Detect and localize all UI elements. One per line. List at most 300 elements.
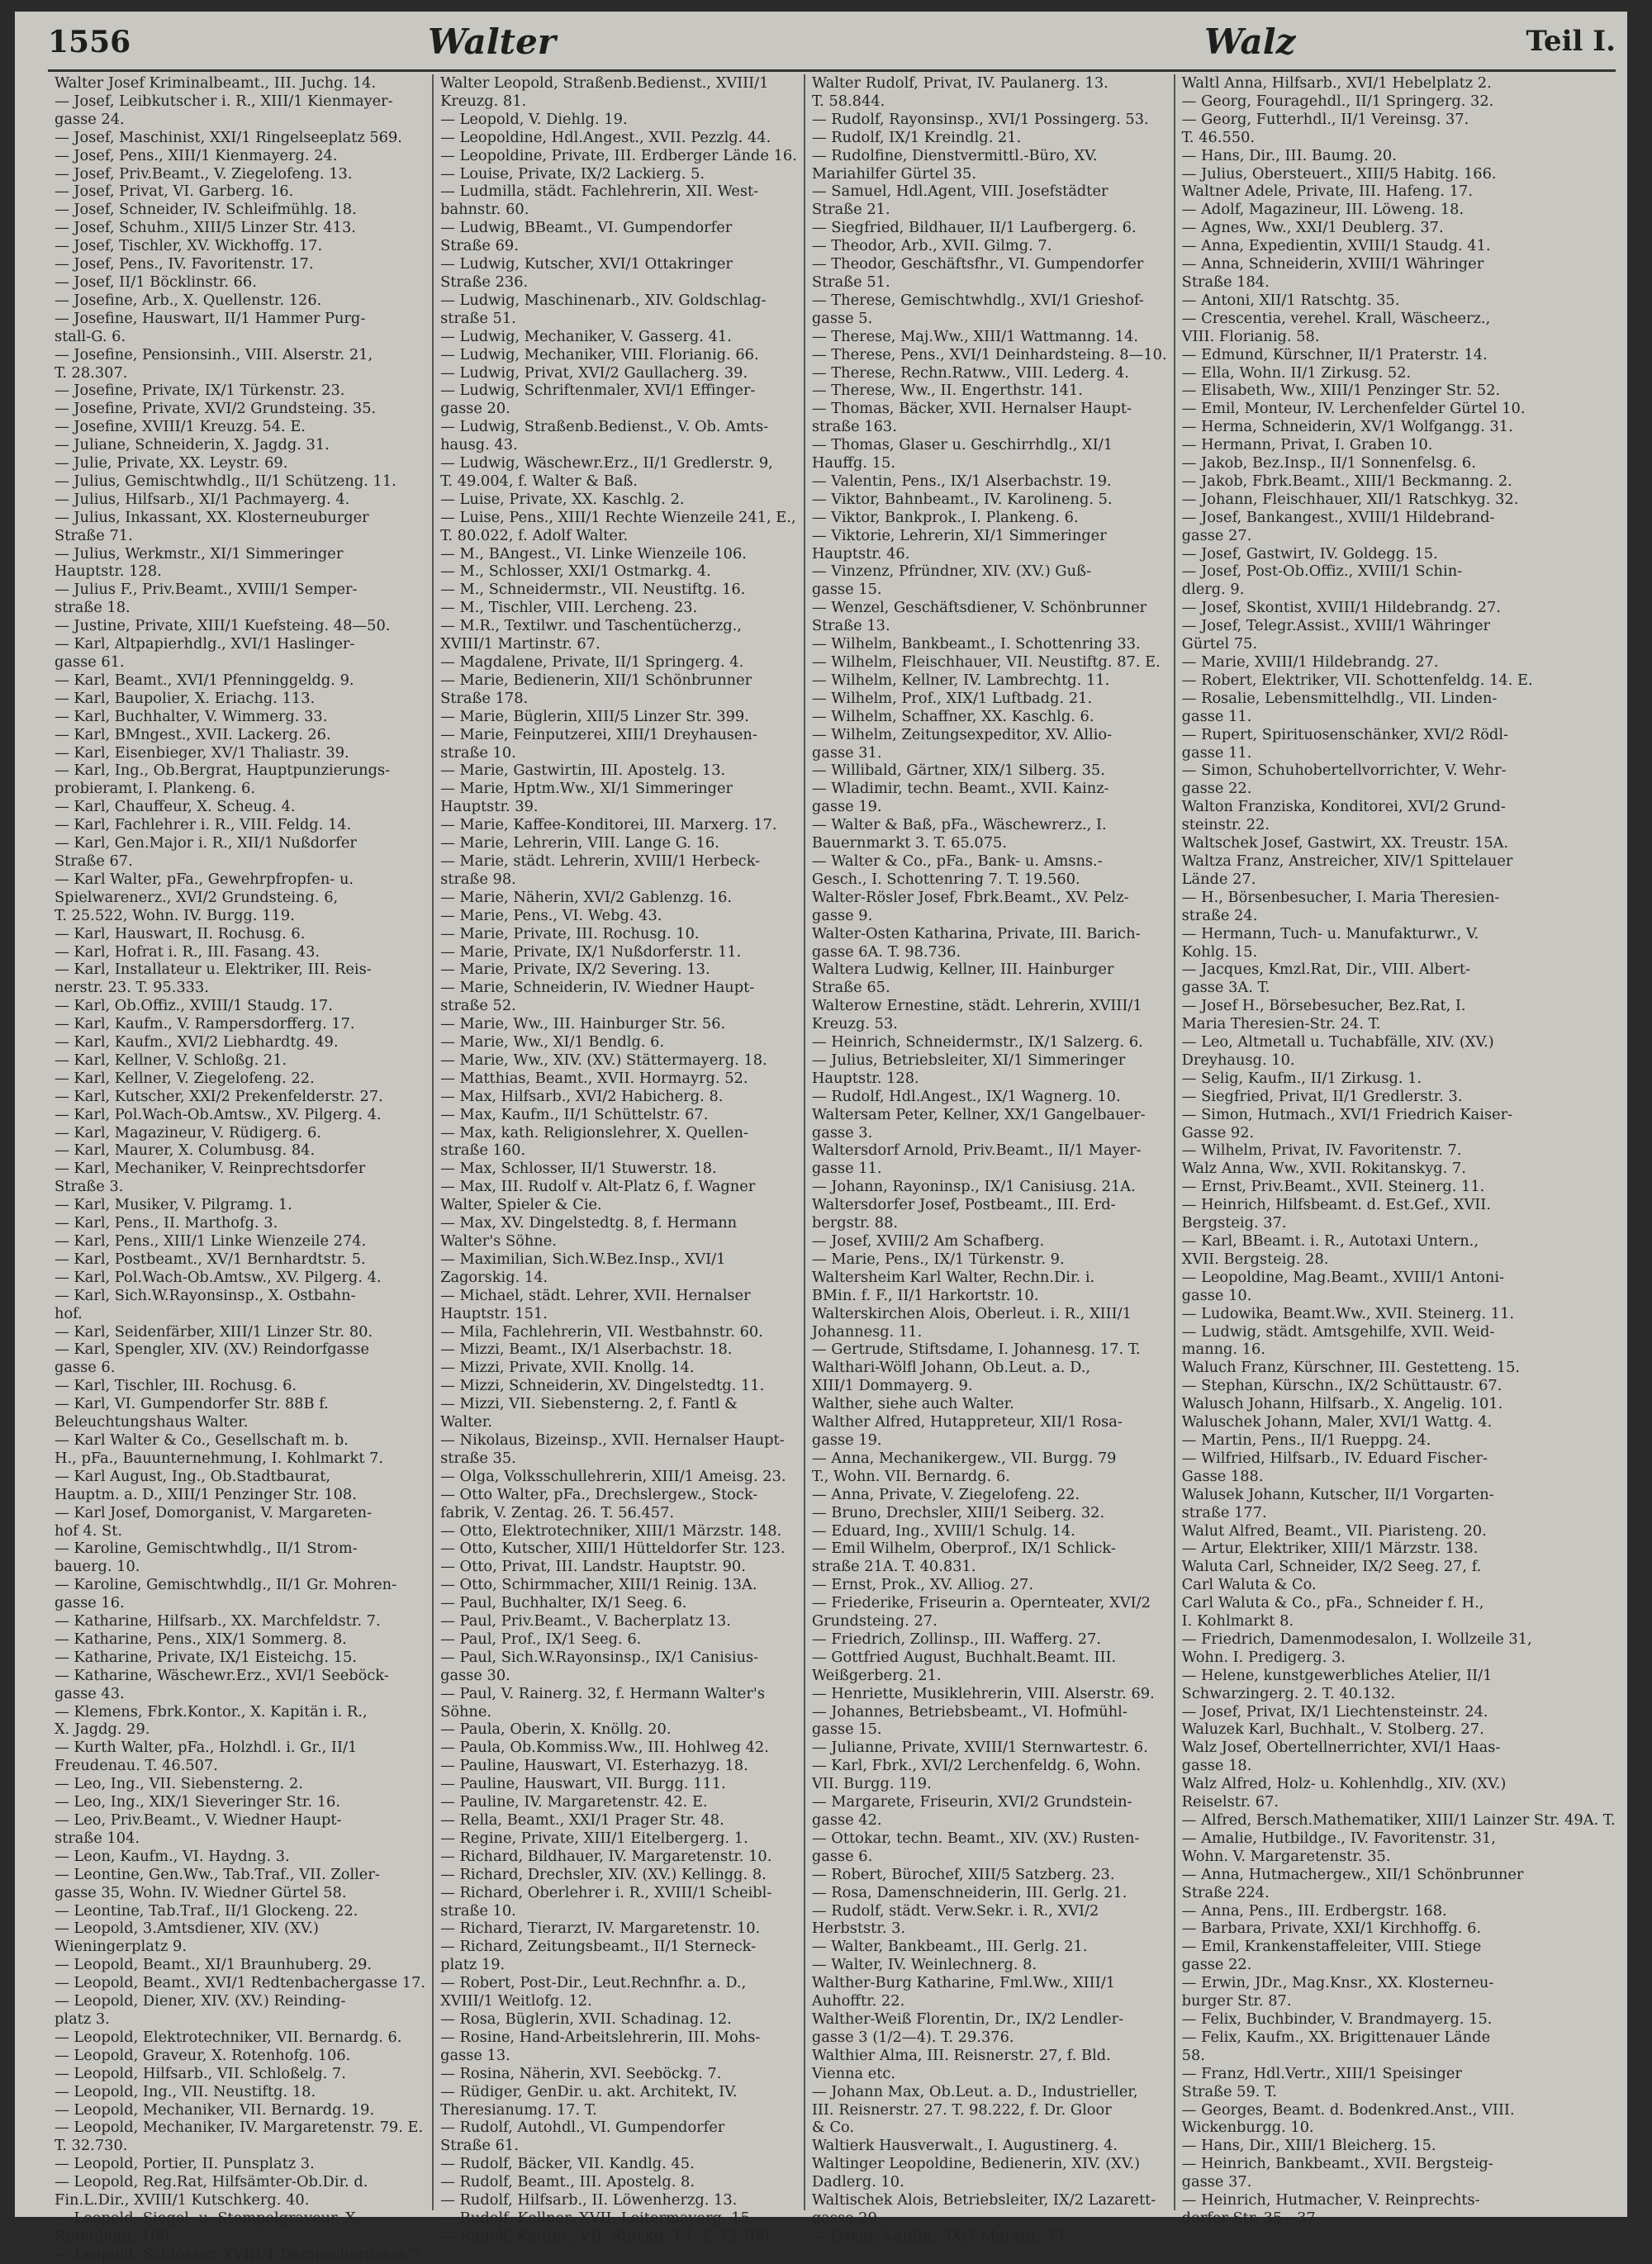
entry-line: — Marie, Pens., VI. Webg. 43. [440,906,662,924]
entry-line: — Mizzi, Schneiderin, XV. Dingelstedtg. 11. [440,1377,765,1395]
entry-line: — Karl, BBeamt. i. R., Autotaxi Untern., [1181,1232,1479,1250]
entry-line: Wieningerplatz 9. [55,1938,187,1956]
entry-line: — Anna, Expedientin, XVIII/1 Staudg. 41. [1181,237,1491,255]
entry-column-4 [1175,74,1622,2227]
entry-line: Walther Alfred, Hutappreteur, XII/1 Rosa- [811,1413,1123,1431]
entry-line: Walter-Rösler Josef, Fbrk.Beamt., XV. Pelz- [811,888,1129,906]
entry-line: Rotenhofg. 106. [55,2227,174,2245]
entry-line: — Gottfried August, Buchhalt.Beamt. III. [811,1648,1117,1666]
entry-line: — Leo, Ing., XIX/1 Sieveringer Str. 16. [55,1793,340,1811]
entry-line: Auhofftr. 22. [811,1992,905,2010]
entry-line: — M., Schlosser, XXI/1 Ostmarkg. 4. [440,562,711,581]
entry-line: Walz Josef, Obertellnerrichter, XVI/1 Haas- [1181,1739,1501,1757]
entry-line: — Edmund, Kürschner, II/1 Praterstr. 14. [1181,345,1488,363]
entry-line: Waltersdorf Arnold, Priv.Beamt., II/1 Mayer- [811,1141,1142,1160]
entry-line: — Josefine, Hauswart, II/1 Hammer Purg- [55,309,366,327]
entry-line: — Ludwig, Privat, XVI/2 Gaullacherg. 39. [440,363,748,382]
entry-line: — Marie, Ww., XIV. (XV.) Stättermayerg. 18. [440,1051,767,1069]
entry-line: Zagorskig. 14. [440,1268,548,1286]
entry-line: — Julie, Private, XX. Leystr. 69. [55,454,288,472]
entry-line: Straße 3. [55,1178,124,1196]
entry-line: gasse 31. [811,743,882,762]
entry-line: Carl Waluta & Co. [1181,1576,1317,1594]
entry-line: Waltza Franz, Anstreicher, XIV/1 Spittelauer [1181,852,1513,870]
entry-line: — Leontine, Gen.Ww., Tab.Traf., VII. Zoller- [55,1865,380,1883]
entry-line: — Marie, Feinputzerei, XIII/1 Dreyhausen- [440,725,757,743]
entry-line: — Karl, Eisenbieger, XV/1 Thaliastr. 39. [55,743,349,762]
entry-line: Walter. [440,1413,492,1431]
entry-line: Walther-Weiß Florentin, Dr., IX/2 Lendler- [811,2010,1124,2028]
entry-line: — Rudolf, Hilfsarb., II. Löwenherzg. 13. [440,2191,738,2209]
entry-line: — Paul, Buchhalter, IX/1 Seeg. 6. [440,1594,687,1612]
entry-line: manng. 16. [1181,1341,1265,1359]
entry-line: Spielwarenerz., XVI/2 Grundsteing. 6, [55,888,339,906]
entry-line: — Rudolf, Bäcker, VII. Kandlg. 45. [440,2155,695,2173]
entry-line: — Mizzi, VII. Siebensterng. 2, f. Fantl & [440,1395,738,1413]
entry-line: — Viktor, Bankprok., I. Plankeng. 6. [811,508,1079,526]
entry-line: Walter-Osten Katharina, Private, III. Barich- [811,924,1141,942]
entry-line: — Karl, Musiker, V. Pilgramg. 1. [55,1196,292,1214]
entry-line: — Margarete, Friseurin, XVI/2 Grundstein- [811,1793,1132,1811]
entry-line: hof 4. St. [55,1521,122,1540]
entry-line: — Julius, Betriebsleiter, XI/1 Simmeringer [811,1051,1126,1069]
entry-line: — Wenzel, Geschäftsdiener, V. Schönbrunner [811,599,1147,617]
entry-line: & Co. [811,2119,854,2137]
entry-line: VII. Burgg. 119. [811,1775,932,1793]
entry-line: — Leopoldine, Private, III. Erdberger Lände 16. [440,146,797,164]
entry-line: straße 18. [55,599,131,617]
entry-line: Walthari-Wölfl Johann, Ob.Leut. a. D., [811,1359,1091,1377]
entry-line: XIII/1 Dommayerg. 9. [811,1377,973,1395]
entry-line: — Karl, Gen.Major i. R., XII/1 Nußdorfer [55,834,357,852]
entry-line: — Josef, Schneider, IV. Schleifmühlg. 18. [55,201,357,219]
entry-line: Walut Alfred, Beamt., VII. Piaristeng. 20. [1181,1521,1487,1540]
entry-line: bergstr. 88. [811,1214,899,1232]
entry-line: — Siegfried, Privat, II/1 Gredlerstr. 3. [1181,1087,1463,1105]
entry-line: — Valentin, Pens., IX/1 Alserbachstr. 19. [811,472,1112,490]
entry-line: — Rosine, Hand-Arbeitslehrerin, III. Mohs- [440,2028,761,2046]
entry-line: — Karl Walter, pFa., Gewehrpfropfen- u. [55,870,354,888]
entry-line: gasse 11. [1181,743,1252,762]
entry-line: — Kurth Walter, pFa., Holzhdl. i. Gr., II/1 [55,1739,358,1757]
entry-line: — Jacques, Kmzl.Rat, Dir., VIII. Albert- [1181,961,1471,979]
entry-line: — Julius, Obersteuert., XIII/5 Habitg. 166. [1181,164,1497,183]
entry-line: Maria Theresien-Str. 24. T. [1181,1015,1381,1033]
entry-line: — Leopold, Mechaniker, IV. Margaretenstr. 79. E. [55,2119,424,2137]
entry-line: Waltera Ludwig, Kellner, III. Hainburger [811,961,1114,979]
entry-line: Walter's Söhne. [440,1232,557,1250]
entry-line: gasse 61. [55,653,125,671]
entry-line: — Karl, Buchhalter, V. Wimmerg. 33. [55,707,328,725]
part-label: Teil I. [1526,25,1616,58]
entry-column-2 [434,74,805,2245]
entry-line: — Paula, Oberin, X. Knöllg. 20. [440,1721,672,1739]
entry-line: — Rudolf, Hdl.Angest., IX/1 Wagnerg. 10. [811,1087,1121,1105]
entry-line: Straße 69. [440,237,519,255]
entry-line: Hauptstr. 39. [440,798,539,816]
entry-line: — Karl, Pens., XIII/1 Linke Wienzeile 274. [55,1232,367,1250]
entry-line: — Marie, Kaffee-Konditorei, III. Marxerg. 17. [440,816,777,834]
entry-line: gasse 15. [811,1721,882,1739]
entry-line: — Wilhelm, Zeitungsexpeditor, XV. Allio- [811,725,1113,743]
entry-line: — Karl, Pol.Wach-Ob.Amtsw., XV. Pilgerg. 4. [55,1105,382,1123]
entry-line: gasse 6. [55,1359,116,1377]
entry-line: — Richard, Bildhauer, IV. Margaretenstr. 10. [440,1847,772,1865]
entry-line: gasse 3A. T. [1181,979,1270,997]
entry-line: Waluta Carl, Schneider, IX/2 Seeg. 27, f. [1181,1558,1482,1576]
entry-line: — Leopold, Reg.Rat, Hilfsämter-Ob.Dir. d. [55,2173,368,2191]
entry-line: — Karl, Kaufm., XVI/2 Liebhardtg. 49. [55,1033,339,1051]
entry-line: — Karl, Mechaniker, V. Reinprechtsdorfer [55,1160,366,1178]
entry-line: — Amalie, Hutbildge., IV. Favoritenstr. 31, [1181,1829,1496,1847]
right-headword: Walz [1204,21,1296,62]
entry-line: — Rudolf, Kellner, XVII. Leitermayerg. 15. [440,2209,755,2227]
entry-line: gasse 22. [1181,1956,1252,1974]
entry-line: — Therese, Gemischtwhdlg., XVI/1 Grieshof- [811,291,1144,309]
entry-line: — Thomas, Glaser u. Geschirrhdlg., XI/1 [811,436,1113,454]
entry-line: — Johannes, Betriebsbeamt., VI. Hofmühl- [811,1702,1127,1721]
entry-line: — Josef, Pens., IV. Favoritenstr. 17. [55,255,314,273]
entry-line: gasse 6A. T. 98.736. [811,942,961,961]
entry-line: — Rosa, Büglerin, XVII. Schadinag. 12. [440,2010,732,2028]
entry-line: — Anna, Schneiderin, XVIII/1 Währinger [1181,255,1484,273]
entry-line: — Pauline, Hauswart, VII. Burgg. 111. [440,1775,726,1793]
entry-line: — Josef, Schuhm., XIII/5 Linzer Str. 413. [55,219,356,237]
entry-line: T. 49.004, f. Walter & Baß. [440,472,638,490]
entry-line: Wohn. V. Margaretenstr. 35. [1181,1847,1391,1865]
entry-line: hof. [55,1304,83,1322]
entry-line: Straße 51. [811,273,890,291]
entry-line: Waluschek Johann, Maler, XVI/1 Wattg. 4. [1181,1413,1493,1431]
entry-line: — Ludwig, Kutscher, XVI/1 Ottakringer [440,255,733,273]
entry-line: Walz Alfred, Holz- u. Kohlenhdlg., XIV. (XV.) [1181,1775,1507,1793]
entry-line: — Siegfried, Bildhauer, II/1 Laufbergerg. 6. [811,219,1137,237]
entry-line: Wohn. I. Predigerg. 3. [1181,1648,1346,1666]
entry-line: 58. [1181,2046,1205,2064]
entry-line: gasse 24. [55,110,125,128]
entry-line: — Karl, Kellner, V. Ziegelofeng. 22. [55,1069,315,1087]
entry-line: — Leopold, Elektrotechniker, VII. Bernardg. 6. [55,2028,402,2046]
entry-line: — Katharine, Wäschewr.Erz., XVI/1 Seeböck- [55,1666,389,1684]
entry-line: — Wilhelm, Fleischhauer, VII. Neustiftg. 87. E. [811,653,1161,671]
entry-line: — Max, III. Rudolf v. Alt-Platz 6, f. Wagner [440,1178,756,1196]
entry-line: — Josef, Telegr.Assist., XVIII/1 Währinger [1181,617,1490,635]
entry-line: — Juliane, Schneiderin, X. Jagdg. 31. [55,436,330,454]
entry-line: straße 160. [440,1141,526,1160]
entry-line: — Ludwig, BBeamt., VI. Gumpendorfer [440,219,733,237]
entry-line: Walusek Johann, Kutscher, II/1 Vorgarten- [1181,1485,1494,1503]
entry-line: — Otto, Privat, III. Landstr. Hauptstr. 90. [440,1558,746,1576]
entry-line: — Max, Hilfsarb., XVI/2 Habicherg. 8. [440,1087,724,1105]
entry-line: Walter Leopold, Straßenb.Bedienst., XVIII/1 [440,74,769,92]
entry-line: — Ludowika, Beamt.Ww., XVII. Steinerg. 11. [1181,1304,1515,1322]
entry-line: — Maximilian, Sich.W.Bez.Insp., XVI/1 [440,1250,726,1268]
entry-line: — Rudolf, IX/1 Kreindlg. 21. [811,128,1022,146]
entry-line: — Josefine, XVIII/1 Kreuzg. 54. E. [55,418,306,436]
entry-line: — Wilhelm, Schaffner, XX. Kaschlg. 6. [811,707,1094,725]
entry-line: — Julius, Inkassant, XX. Klosterneuburger [55,508,369,526]
directory-page [15,12,1627,2263]
entry-line: — Walter, IV. Weinlechnerg. 8. [811,1956,1037,1974]
entry-line: Hauptstr. 128. [55,562,162,581]
entry-line: Kreuzg. 81. [440,92,527,110]
entry-line: — Barbara, Private, XXI/1 Kirchhoffg. 6. [1181,1920,1482,1938]
entry-line: Wickenburgg. 10. [1181,2119,1314,2137]
entry-line: Dadlerg. 10. [811,2173,904,2191]
entry-line: III. Reisnerstr. 27. T. 98.222, f. Dr. Gloor [811,2100,1112,2119]
entry-line: — Karl, Seidenfärber, XIII/1 Linzer Str. 80. [55,1322,373,1341]
entry-line: — Jakob, Fbrk.Beamt., XIII/1 Beckmanng. 2. [1181,472,1512,490]
entry-line: — Rudolf, Beamt., III. Apostelg. 8. [440,2173,695,2191]
entry-line: — Karl, Kellner, V. Schloßg. 21. [55,1051,287,1069]
entry-line: — Karl, Tischler, III. Rochusg. 6. [55,1377,297,1395]
entry-line: — Julius, Gemischtwhdlg., II/1 Schützeng. 11. [55,472,396,490]
entry-line: Walther-Burg Katharine, Fml.Ww., XIII/1 [811,1974,1116,1992]
entry-line: — Leopold, Graveur, X. Rotenhofg. 106. [55,2046,351,2064]
entry-line: dlerg. 9. [1181,581,1245,599]
entry-line: Walter Josef Kriminalbeamt., III. Juchg. 14. [55,74,377,92]
entry-line: — Emil, Monteur, IV. Lerchenfelder Gürtel 10. [1181,400,1526,418]
entry-line: — Martin, Pens., II/1 Rueppg. 24. [1181,1431,1431,1449]
entry-line: gasse 10. [1181,1286,1252,1304]
entry-line: — Ernst, Priv.Beamt., XVII. Steinerg. 11. [1181,1178,1485,1196]
entry-line: — Emil, Krankenstaffeleiter, VIII. Stiege [1181,1938,1482,1956]
entry-line: — Heinrich, Hutmacher, V. Reinprechts- [1181,2191,1480,2209]
entry-line: gasse 29. [811,2209,882,2227]
entry-line: — Therese, Maj.Ww., XIII/1 Wattmanng. 14. [811,327,1139,345]
entry-line: Straße 13. [811,617,890,635]
entry-line: straße 10. [440,1901,516,1920]
entry-line: Straße 184. [1181,273,1270,291]
entry-line: steinstr. 22. [1181,816,1270,834]
entry-line: — Wladimir, techn. Beamt., XVII. Kainz- [811,780,1109,798]
entry-line: — Karoline, Gemischtwhdlg., II/1 Gr. Mohren- [55,1576,397,1594]
entry-line: — Nikolaus, Bizeinsp., XVII. Hernalser Haupt- [440,1431,785,1449]
entry-line: — Artur, Elektriker, XIII/1 Märzstr. 138. [1181,1540,1479,1558]
entry-line: T. 46.550. [1181,128,1256,146]
entry-line: — Josefine, Private, XVI/2 Grundsteing. 35. [55,400,377,418]
entry-line: — Otto, Kutscher, XIII/1 Hütteldorfer Str. 123. [440,1540,786,1558]
entry-line: Waltersheim Karl Walter, Rechn.Dir. i. [811,1268,1095,1286]
entry-line: Kohlg. 15. [1181,942,1258,961]
entry-line: Theresianumg. 17. T. [440,2100,597,2119]
entry-line: gasse 5. [811,309,873,327]
entry-line: — M., Schneidermstr., VII. Neustiftg. 16. [440,581,746,599]
entry-line: — Marie, Private, IX/1 Nußdorferstr. 11. [440,942,742,961]
entry-line: gasse 11. [811,1160,882,1178]
entry-line: gasse 3. [811,1123,873,1141]
entry-line: — Pauline, IV. Margaretenstr. 42. E. [440,1793,708,1811]
entry-line: — Ottokar, techn. Beamt., XIV. (XV.) Rusten- [811,1829,1140,1847]
entry-line: — Katharine, Hilfsarb., XX. Marchfeldstr. 7. [55,1612,381,1630]
entry-line: — Hermann, Privat, I. Graben 10. [1181,436,1433,454]
entry-line: Bauernmarkt 3. T. 65.075. [811,834,1008,852]
entry-line: Straße 236. [440,273,529,291]
entry-line: — Bruno, Drechsler, XIII/1 Seiberg. 32. [811,1503,1105,1521]
entry-line: — Paula, Ob.Kommiss.Ww., III. Hohlweg 42. [440,1739,769,1757]
entry-line: Waluzek Karl, Buchhalt., V. Stolberg. 27. [1181,1721,1484,1739]
entry-line: — Karl, BMngest., XVII. Lackerg. 26. [55,725,331,743]
entry-line: — Wilhelm, Privat, IV. Favoritenstr. 7. [1181,1141,1462,1160]
entry-line: — Viktorie, Lehrerin, XI/1 Simmeringer [811,526,1107,544]
entry-line: Bergsteig. 37. [1181,1214,1287,1232]
entry-line: straße 51. [440,309,516,327]
entry-line: Waltinger Leopoldine, Bedienerin, XIV. (XV.) [811,2155,1141,2173]
entry-line: — Matthias, Beamt., XVII. Hormayrg. 52. [440,1069,748,1087]
entry-line: — Rupert, Spirituosenschänker, XVI/2 Rödl- [1181,725,1509,743]
entry-line: — Ludwig, Straßenb.Bedienst., V. Ob. Amts- [440,418,769,436]
entry-line: — Marie, Bedienerin, XII/1 Schönbrunner [440,671,752,689]
entry-line: probieramt, I. Plankeng. 6. [55,780,256,798]
entry-line: — Heinrich, Schneidermstr., IX/1 Salzerg. 6. [811,1033,1143,1051]
entry-line: — Julianne, Private, XVIII/1 Sternwartestr. 6. [811,1739,1148,1757]
entry-line: — Georg, Fouragehdl., II/1 Springerg. 32. [1181,92,1494,110]
entry-line: — Ludwig, Wäschewr.Erz., II/1 Gredlerstr. 9, [440,454,773,472]
entry-line: Hauffg. 15. [811,454,896,472]
entry-line: — Josef, Leibkutscher i. R., XIII/1 Kienmayer- [55,92,393,110]
entry-line: — Thomas, Bäcker, XVII. Hernalser Haupt- [811,400,1132,418]
entry-line: — Richard, Drechsler, XIV. (XV.) Kellingg. 8. [440,1865,767,1883]
entry-line: — Anna, Pens., III. Erdbergstr. 168. [1181,1901,1447,1920]
entry-line: — Rüdiger, GenDir. u. akt. Architekt, IV. [440,2082,738,2100]
entry-line: Grundsteing. 27. [811,1612,938,1630]
entry-line: — Paul, Sich.W.Rayonsinsp., IX/1 Canisius- [440,1648,759,1666]
entry-line: Straße 21. [811,201,890,219]
entry-line: Walz Anna, Ww., XVII. Rokitanskyg. 7. [1181,1160,1466,1178]
entry-line: Walterskirchen Alois, Oberleut. i. R., XIII/1 [811,1304,1132,1322]
entry-line: Walter, Spieler & Cie. [440,1196,602,1214]
entry-line: Freudenau. T. 46.507. [55,1757,218,1775]
entry-line: I. Kohlmarkt 8. [1181,1612,1294,1630]
entry-line: — Leopold, Diener, XIV. (XV.) Reinding- [55,1992,346,2010]
entry-line: straße 163. [811,418,897,436]
entry-line: gasse 20. [440,400,510,418]
entry-line: — Karl, Pol.Wach-Ob.Amtsw., XV. Pilgerg. 4. [55,1268,382,1286]
entry-line: — Josef, Post-Ob.Offiz., XVIII/1 Schin- [1181,562,1463,581]
entry-line: gasse 3 (1/2—4). T. 29.376. [811,2028,1014,2046]
entry-line: — Leopold, 3.Amtsdiener, XIV. (XV.) [55,1920,319,1938]
entry-line: — Karl, VI. Gumpendorfer Str. 88B f. [55,1395,329,1413]
entry-line: — Vinzenz, Pfründner, XIV. (XV.) Guß- [811,562,1091,581]
entry-line: Herbststr. 3. [811,1920,906,1938]
entry-line: Reiselstr. 67. [1181,1793,1279,1811]
entry-line: — Josef, Tischler, XV. Wickhoffg. 17. [55,237,323,255]
entry-line: — Mizzi, Beamt., IX/1 Alserbachstr. 18. [440,1341,733,1359]
entry-line: — Ludwig, Schriftenmaler, XVI/1 Effinger- [440,382,756,400]
entry-line: gasse 37. [1181,2173,1252,2191]
entry-line: — Josef, Privat, IX/1 Liechtensteinstr. 24. [1181,1702,1488,1721]
entry-line: — Antoni, XII/1 Ratschtg. 35. [1181,291,1400,309]
entry-line: — Felix, Kaufm., XX. Brigittenauer Lände [1181,2028,1491,2046]
entry-line: — Marie, Näherin, XVI/2 Gablenzg. 16. [440,888,733,906]
entry-line: — Josef, Privat, VI. Garberg. 16. [55,183,294,201]
entry-line: — Otto, Elektrotechniker, XIII/1 Märzstr. 148. [440,1521,782,1540]
entry-line: — Karl, Altpapierhdlg., XVI/1 Haslinger- [55,635,355,653]
entry-line: Walusch Johann, Hilfsarb., X. Angelig. 101. [1181,1395,1503,1413]
entry-line: — Adolf, Magazineur, III. Löweng. 18. [1181,201,1464,219]
entry-column-1 [48,74,434,2263]
entry-line: — Ludwig, Maschinenarb., XIV. Goldschlag- [440,291,767,309]
entry-line: gasse 9. [811,906,873,924]
entry-line: — Georges, Beamt. d. Bodenkred.Anst., VIII. [1181,2100,1515,2119]
entry-line: — Simon, Schuhobertellvorrichter, V. Wehr- [1181,762,1507,780]
entry-line: — Rosa, Damenschneiderin, III. Gerlg. 21. [811,1883,1127,1901]
entry-line: — Marie, städt. Lehrerin, XVIII/1 Herbeck- [440,852,761,870]
entry-line: — Karl, Sich.W.Rayonsinsp., X. Ostbahn- [55,1286,356,1304]
entry-line: — Robert, Elektriker, VII. Schottenfeldg. 14. E. [1181,671,1533,689]
entry-line: — Marie, Pens., IX/1 Türkenstr. 9. [811,1250,1065,1268]
entry-line: — Mizzi, Private, XVII. Knollg. 14. [440,1359,695,1377]
entry-line: — Ludmilla, städt. Fachlehrerin, XII. West- [440,183,759,201]
entry-line: — Walter, Bankbeamt., III. Gerlg. 21. [811,1938,1088,1956]
entry-line: — Louise, Private, IX/2 Lackierg. 5. [440,164,705,183]
entry-line: — Paul, V. Rainerg. 32, f. Hermann Walter's [440,1684,765,1702]
entry-line: — Georg, Futterhdl., II/1 Vereinsg. 37. [1181,110,1469,128]
entry-line: — Ludwig, Mechaniker, VIII. Florianig. 66. [440,345,759,363]
entry-line: — Marie, Private, IX/2 Severing. 13. [440,961,710,979]
entry-line: — Karl, Spengler, XIV. (XV.) Reindorfgasse [55,1341,370,1359]
entry-line: — Henriette, Musiklehrerin, VIII. Alserstr. 69. [811,1684,1155,1702]
entry-line: Gürtel 75. [1181,635,1258,653]
entry-line: — M., Tischler, VIII. Lercheng. 23. [440,599,698,617]
entry-line: — Josef, Bankangest., XVIII/1 Hildebrand- [1181,508,1495,526]
entry-line: — Karl, Hauswart, II. Rochusg. 6. [55,924,306,942]
entry-line: Straße 59. T. [1181,2082,1277,2100]
entry-line: — Friedrich, Zollinsp., III. Wafferg. 27. [811,1630,1101,1648]
entry-line: — Karl, Installateur u. Elektriker, III. Reis- [55,961,372,979]
entry-line: — Leon, Kaufm., VI. Haydng. 3. [55,1847,290,1865]
entry-line: — Josef, Maschinist, XXI/1 Ringelseeplatz 569. [55,128,402,146]
entry-line: — Marie, Hptm.Ww., XI/1 Simmeringer [440,780,733,798]
entry-line: — Walter & Co., pFa., Bank- u. Amsns.- [811,852,1103,870]
entry-line: — Walter & Baß, pFa., Wäschewrerz., I. [811,816,1107,834]
entry-line: Lände 27. [1181,870,1256,888]
entry-line: T., Wohn. VII. Bernardg. 6. [811,1467,1010,1485]
entry-line: — Rudolf, Rayonsinsp., XVI/1 Possingerg. 53. [811,110,1149,128]
entry-line: Straße 61. [440,2137,519,2155]
entry-line: — Justine, Private, XIII/1 Kuefsteing. 48—50. [55,617,391,635]
entry-line: — Ella, Wohn. II/1 Zirkusg. 52. [1181,363,1412,382]
entry-line: straße 21A. T. 40.831. [811,1558,976,1576]
page-number: 1556 [48,25,131,59]
entry-line: — Karl Josef, Domorganist, V. Margareten- [55,1503,373,1521]
entry-line: — Rella, Beamt., XXI/1 Prager Str. 48. [440,1811,724,1829]
entry-line: gasse 13. [440,2046,510,2064]
entry-line: X. Jagdg. 29. [55,1721,150,1739]
entry-line: — Anna, Hutmachergew., XII/1 Schönbrunner [1181,1865,1524,1883]
entry-line: T. 28.307. [55,363,128,382]
entry-line: — Julius, Hilfsarb., XI/1 Pachmayerg. 4. [55,490,350,508]
entry-line: gasse 15. [811,581,882,599]
entry-line: Straße 178. [440,689,529,707]
entry-line: platz 3. [55,2010,110,2028]
entry-line: — Viktor, Bahnbeamt., IV. Karolineng. 5. [811,490,1113,508]
entry-line: Waltersam Peter, Kellner, XX/1 Gangelbauer- [811,1105,1146,1123]
entry-line: — Leopold, Siegel- u. Stempelgraveur, X. [55,2209,361,2227]
entry-line: — Leopoldine, Hdl.Angest., XVII. Pezzlg. 44. [440,128,771,146]
entry-line: Waltischek Alois, Betriebsleiter, IX/2 Lazarett- [811,2191,1156,2209]
entry-line: Straße 71. [55,526,133,544]
entry-line: Gesch., I. Schottenring 7. T. 19.560. [811,870,1080,888]
entry-line: T. 80.022, f. Adolf Walter. [440,526,629,544]
entry-line: — Karl, Postbeamt., XV/1 Bernhardtstr. 5. [55,1250,366,1268]
entry-line: — Hans, Dir., XIII/1 Bleicherg. 15. [1181,2137,1436,2155]
entry-line: — Karl, Ob.Offiz., XVIII/1 Staudg. 17. [55,997,333,1015]
entry-line: — Willibald, Gärtner, XIX/1 Silberg. 35. [811,762,1105,780]
entry-line: bauerg. 10. [55,1558,140,1576]
entry-line: Johannesg. 11. [811,1322,923,1341]
entry-line: — Leontine, Tab.Traf., II/1 Glockeng. 22. [55,1901,358,1920]
